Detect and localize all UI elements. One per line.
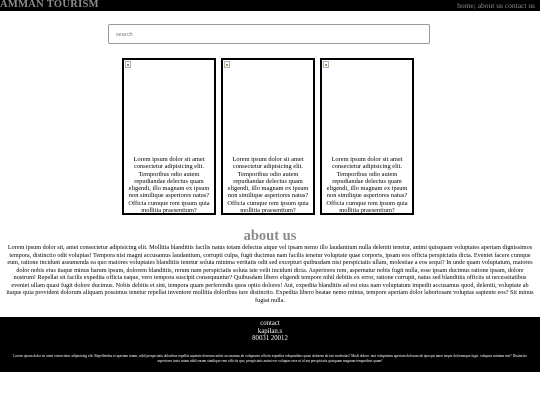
- nav-link-contact-us[interactable]: contact us: [504, 1, 535, 10]
- footer-fine-print: Lorem ipsum dolor sit amet consectetur adipisicing elit. Repellendus et aperiam totam, nihil perspiciatis doloribus repellat sapiente deserunt nobis accusamus ab voluptates officiis expedita voluptatibus quasi dolorem ab iste molestias? Modi dolore, nisi voluptatem aperiam dolorum ab ipsa qui amet neque doloremque fugit, voluptas minima nisi? Distinctio asperiores iusto totam nihil earum similique rem officiis quo, perspiciatis animi eos voluptas esse ut id aut perspiciatis quisquam magnam temporibus quam!: [13, 354, 527, 363]
- footer-contact-name: kapilan.s: [257, 327, 283, 335]
- footer-contact-phone[interactable]: 80031 20012: [252, 335, 288, 343]
- card-image: [322, 60, 412, 152]
- footer-contact-heading: contact: [260, 320, 280, 327]
- site-brand[interactable]: AMMAN TOURISM: [0, 0, 99, 10]
- card-text: Lorem ipsum dolor sit amet consectetur adipisicing elit. Temporibus odio autem repudiandae delectus quam eligendi, illo magnam ex ipsum non similique asperiores natus? Officia cumque rem ipsum quia mollitia praesentium?: [326, 156, 408, 215]
- card-image: [223, 60, 313, 152]
- broken-image-icon: [323, 61, 329, 68]
- card-text: Lorem ipsum dolor sit amet consectetur adipisicing elit. Temporibus odio autem repudiandae delectus quam eligendi, illo magnam ex ipsum non similique asperiores natus? Officia cumque rem ipsum quia mollitia praesentium?: [227, 156, 309, 215]
- top-navbar: [0, 0, 540, 11]
- about-heading: about us: [243, 228, 297, 244]
- footer: [0, 317, 540, 372]
- nav-links: [457, 1, 535, 10]
- tour-card[interactable]: [122, 58, 216, 215]
- nav-link-home[interactable]: home: [457, 1, 474, 10]
- about-text: Lorem ipsum dolor sit, amet consectetur adipisicing elit. Mollitia blanditiis facilis natus totam delectus atque vel ipsam nemo illo laudantium nulla deleniti tenetur, animi quisquam voluptates aperiam dignissimos tempora, distinctio odit voluptas! Tempora nisi magni accusamus laudantium, corrupti culpa, fugit ducimus nam facilis tenetur voluptate quae corporis, ipsam eos officia perspiciatis dicta. Eveniet facere cumque eum, ratione incidunt assumenda ea quo maiores voluptates blanditiis tenetur soluta minima veritatis odit sed excepturi quibusdam nisi perspiciatis ullam, molestiae a eos sequi? In unde quam voluptatum, maiores dolor nobis eius itaque minus harum ipsum, dolorem blanditiis, rerum nam perspiciatis soluta iste velit incidunt dicta. Asperiores rem, aspernatur nobis fugit nulla, esse ipsam ducimus ratione ipsam, dolore nostrum! Repellat sit facilis expedita officia eaque, vero tempora suscipit consequuntur? Quibusdam libero eligendi tempore nihil debitis ex error, ratione corrupti, natus sed blanditiis officiis ut necessitatibus eveniet ullam quasi fugit dolore ducimus. Nobis debitis et sint, tempora quam perferendis quos optio dolores! Aut, expedita blanditiis ad est eius nam voluptatum impedit accusamus quod, deleniti, voluptate ab itaque quia provident dolorum aliquam possimus tenetur repellat inventore mollitia doloribus iure distinctio. Expedita libero beatae nemo minus, tempore aperiam dolor laboriosam voluptas sapiente eos? Sit minus fugiat nulla.: [6, 244, 534, 304]
- nav-link-about-us[interactable]: about us: [477, 1, 503, 10]
- nav-separator: ;: [473, 1, 478, 10]
- tour-card[interactable]: [221, 58, 315, 215]
- card-text: Lorem ipsum dolor sit amet consectetur adipisicing elit. Temporibus odio autem repudiandae delectus quam eligendi, illo magnam ex ipsum non similique asperiores natus? Officia cumque rem ipsum quia mollitia praesentium?: [128, 156, 210, 215]
- broken-image-icon: [224, 61, 230, 68]
- tour-card[interactable]: [320, 58, 414, 215]
- card-image: [124, 60, 214, 152]
- broken-image-icon: [125, 61, 131, 68]
- search-input[interactable]: search: [108, 24, 430, 44]
